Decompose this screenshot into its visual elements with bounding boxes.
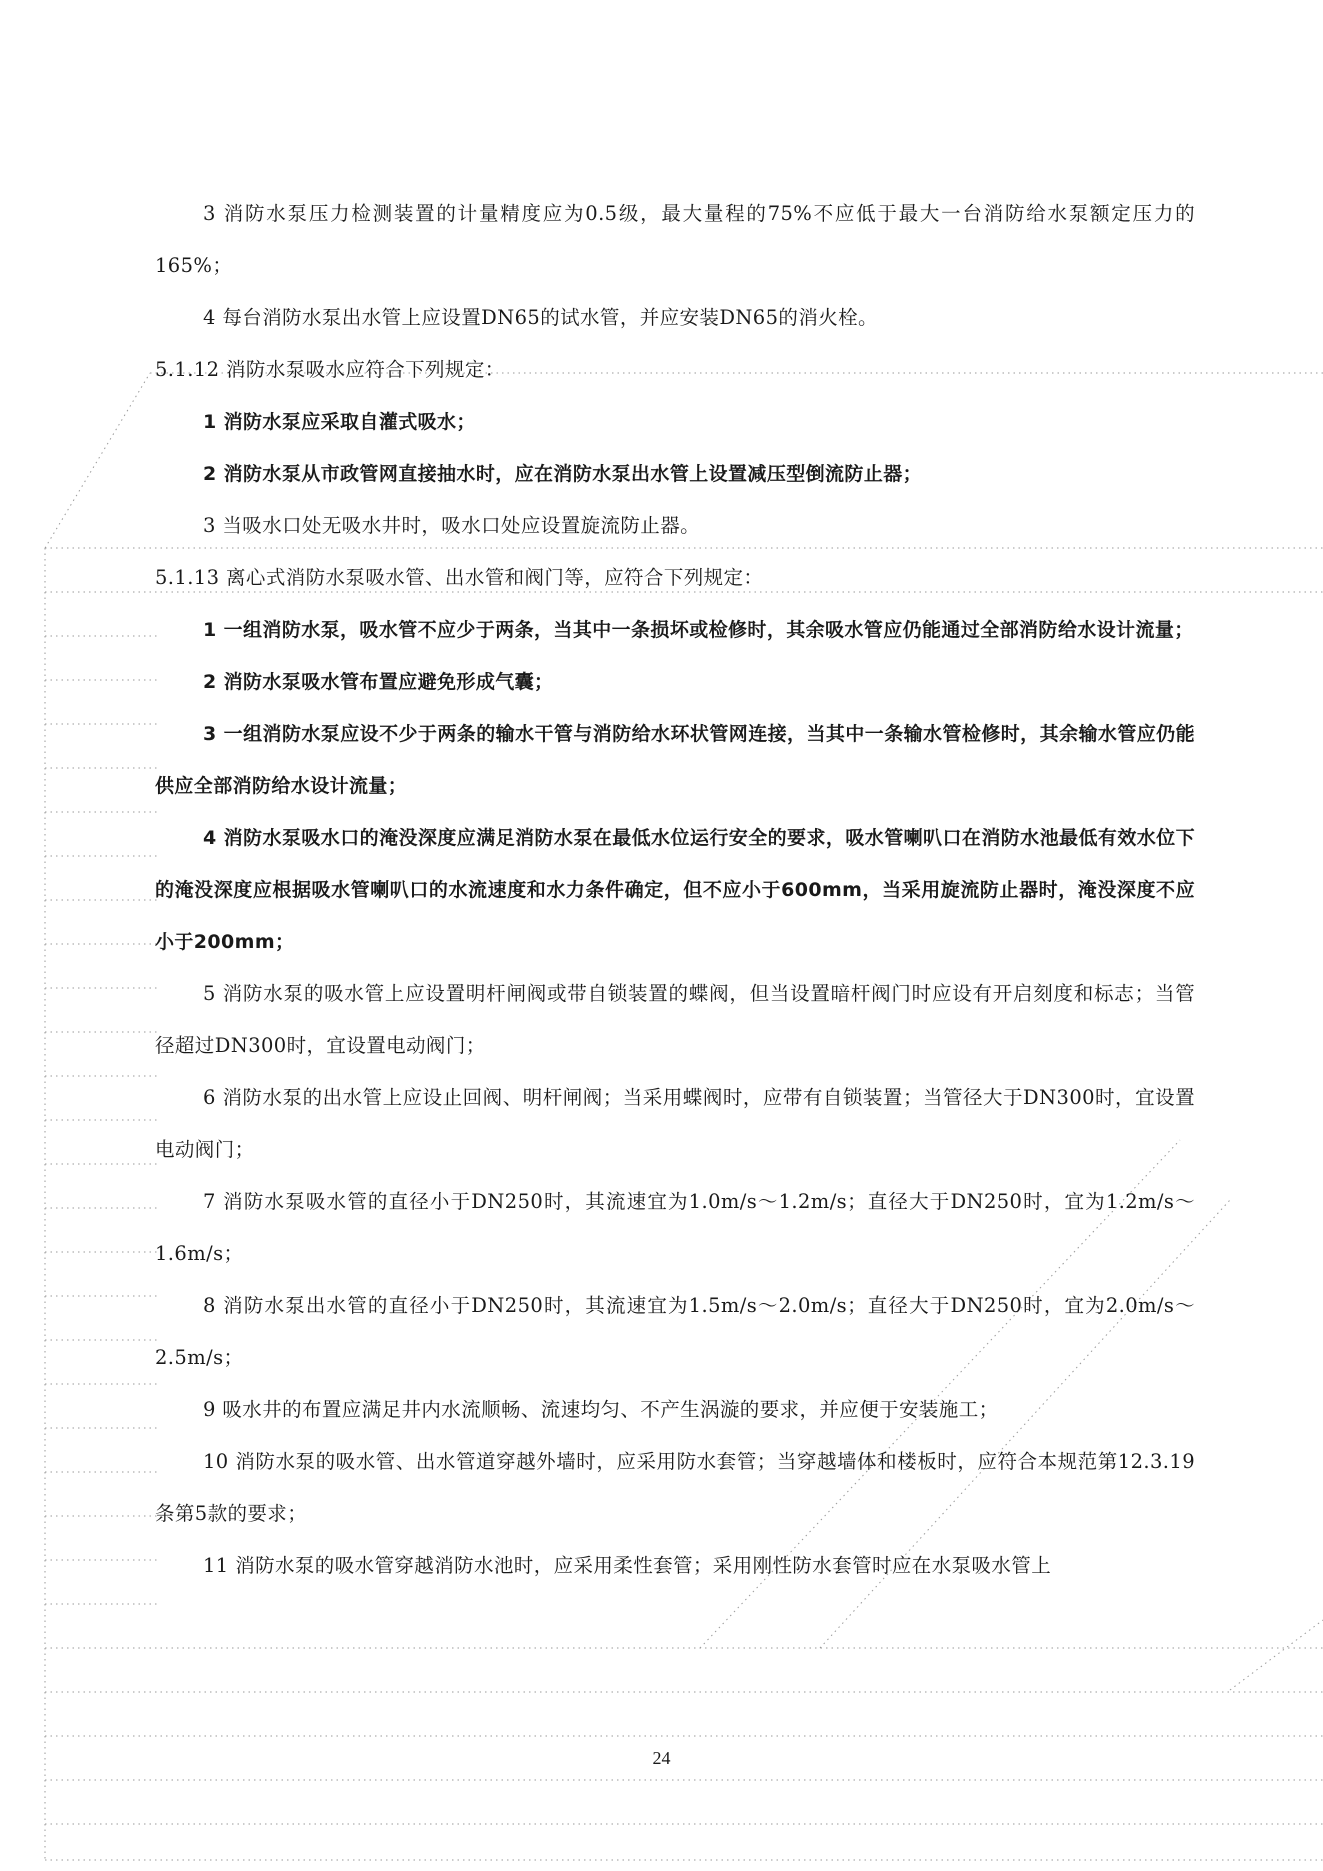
page-number: 24 bbox=[652, 1748, 671, 1768]
document-body bbox=[155, 188, 1195, 1592]
paragraph-item-11: 11 消防水泵的吸水管穿越消防水池时，应采用柔性套管；采用刚性防水套管时应在水泵吸水管上 bbox=[203, 1554, 1052, 1577]
bold-paragraph-item-2: 2 消防水泵从市政管网直接抽水时，应在消防水泵出水管上设置减压型倒流防止器； bbox=[203, 463, 923, 485]
clause-5-1-13: 5.1.13 离心式消防水泵吸水管、出水管和阀门等，应符合下列规定： bbox=[155, 566, 764, 589]
paragraph-item-8: 8 消防水泵出水管的直径小于DN250时，其流速宜为1.5m/s～2.0m/s；直径大于DN250时，宜为2.0m/s～2.5m/s； bbox=[155, 1294, 1195, 1369]
bold-paragraph-item-1-b: 1 一组消防水泵，吸水管不应少于两条，当其中一条损坏或检修时，其余吸水管应仍能通过全部消防给水设计流量； bbox=[203, 619, 1194, 641]
paragraph-item-10: 10 消防水泵的吸水管、出水管道穿越外墙时，应采用防水套管；当穿越墙体和楼板时，应符合本规范第12.3.19条第5款的要求； bbox=[155, 1450, 1195, 1525]
bold-paragraph-item-3: 3 一组消防水泵应设不少于两条的输水干管与消防给水环状管网连接，当其中一条输水管检修时，其余输水管应仍能供应全部消防给水设计流量； bbox=[155, 723, 1195, 797]
bold-paragraph-item-1: 1 消防水泵应采取自灌式吸水； bbox=[203, 411, 476, 433]
bold-paragraph-item-2-b: 2 消防水泵吸水管布置应避免形成气囊； bbox=[203, 671, 554, 693]
paragraph-item-4: 4 每台消防水泵出水管上应设置DN65的试水管，并应安装DN65的消火栓。 bbox=[203, 306, 878, 329]
paragraph-item-6: 6 消防水泵的出水管上应设止回阀、明杆闸阀；当采用蝶阀时，应带有自锁装置；当管径大于DN300时，宜设置电动阀门； bbox=[155, 1086, 1195, 1161]
clause-5-1-12: 5.1.12 消防水泵吸水应符合下列规定： bbox=[155, 358, 505, 381]
paragraph-item-7: 7 消防水泵吸水管的直径小于DN250时，其流速宜为1.0m/s～1.2m/s；直径大于DN250时，宜为1.2m/s～1.6m/s； bbox=[155, 1190, 1195, 1265]
paragraph-item-9: 9 吸水井的布置应满足井内水流顺畅、流速均匀、不产生涡漩的要求，并应便于安装施工； bbox=[203, 1398, 999, 1421]
paragraph-item-5: 5 消防水泵的吸水管上应设置明杆闸阀或带自锁装置的蝶阀，但当设置暗杆阀门时应设有开启刻度和标志；当管径超过DN300时，宜设置电动阀门； bbox=[155, 982, 1195, 1057]
paragraph-item-3: 3 消防水泵压力检测装置的计量精度应为0.5级，最大量程的75%不应低于最大一台消防给水泵额定压力的165%； bbox=[155, 202, 1195, 277]
bold-paragraph-item-4: 4 消防水泵吸水口的淹没深度应满足消防水泵在最低水位运行安全的要求，吸水管喇叭口在消防水池最低有效水位下的淹没深度应根据吸水管喇叭口的水流速度和水力条件确定，但不应小于600mm，当采用旋流防止器时，淹没深度不应小于200mm； bbox=[155, 827, 1195, 953]
paragraph-item-3-b: 3 当吸水口处无吸水井时，吸水口处应设置旋流防止器。 bbox=[203, 514, 701, 537]
